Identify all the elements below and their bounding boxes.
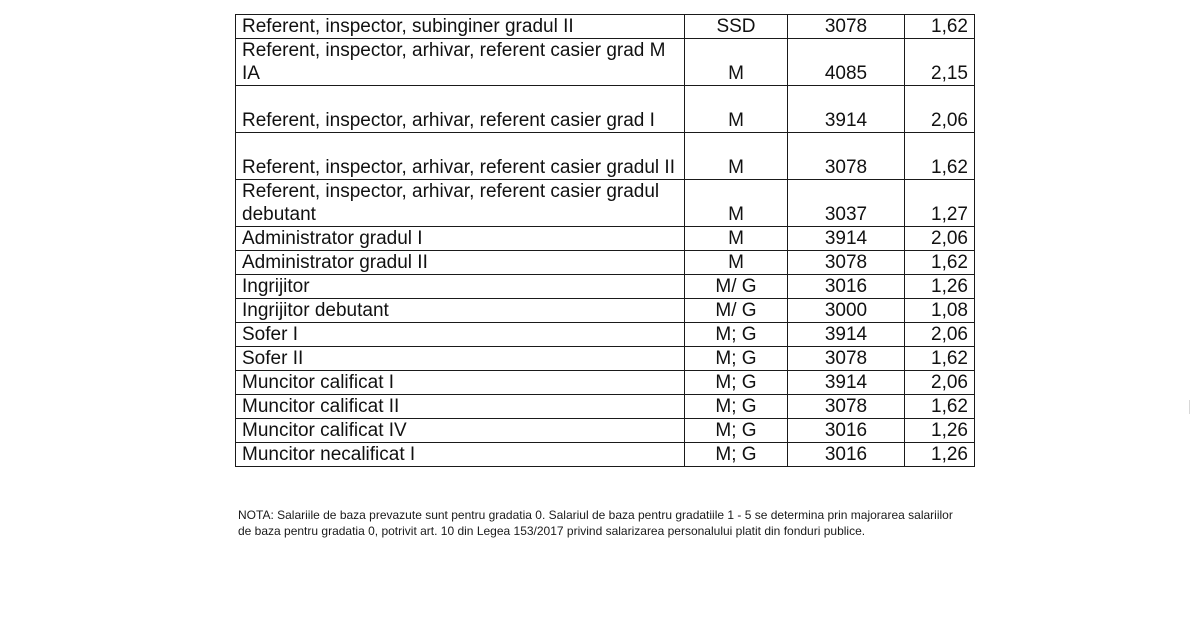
table-row (236, 86, 975, 133)
base-salary-cell: 4085 (788, 39, 905, 86)
studies-cell: M/ G (685, 299, 788, 323)
studies-cell: M (685, 86, 788, 133)
function-cell: Muncitor calificat I (236, 371, 685, 395)
table-row (236, 419, 975, 443)
coefficient-cell: 1,08 (905, 299, 975, 323)
function-cell: Ingrijitor (236, 275, 685, 299)
function-cell: Referent, inspector, arhivar, referent casier grad M IA (236, 39, 685, 86)
base-salary-cell: 3078 (788, 395, 905, 419)
function-cell: Sofer II (236, 347, 685, 371)
table-row (236, 323, 975, 347)
coefficient-cell: 2,06 (905, 323, 975, 347)
table-row (236, 39, 975, 86)
studies-cell: M; G (685, 347, 788, 371)
function-cell: Ingrijitor debutant (236, 299, 685, 323)
base-salary-cell: 3914 (788, 227, 905, 251)
base-salary-cell: 3078 (788, 133, 905, 180)
base-salary-cell: 3914 (788, 86, 905, 133)
table-row (236, 15, 975, 39)
coefficient-cell: 2,06 (905, 227, 975, 251)
studies-cell: M (685, 227, 788, 251)
coefficient-cell: 1,62 (905, 251, 975, 275)
studies-cell: M; G (685, 443, 788, 467)
table-row (236, 275, 975, 299)
base-salary-cell: 3016 (788, 275, 905, 299)
table-row (236, 299, 975, 323)
studies-cell: M/ G (685, 275, 788, 299)
function-cell: Muncitor necalificat I (236, 443, 685, 467)
coefficient-cell: 1,26 (905, 419, 975, 443)
function-cell: Sofer I (236, 323, 685, 347)
function-cell: Referent, inspector, arhivar, referent casier grad I (236, 86, 685, 133)
table-row (236, 371, 975, 395)
coefficient-cell: 1,26 (905, 443, 975, 467)
function-cell: Muncitor calificat II (236, 395, 685, 419)
studies-cell: SSD (685, 15, 788, 39)
coefficient-cell: 1,62 (905, 347, 975, 371)
table-row (236, 133, 975, 180)
studies-cell: M; G (685, 323, 788, 347)
base-salary-cell: 3078 (788, 347, 905, 371)
coefficient-cell: 2,15 (905, 39, 975, 86)
scan-artifact (1189, 400, 1190, 414)
function-cell: Muncitor calificat IV (236, 419, 685, 443)
footnote: NOTA: Salariile de baza prevazute sunt pentru gradatia 0. Salariul de baza pentru gradatiile 1 - 5 se determina prin majorarea salariilor de baza pentru gradatia 0, potrivit art. 10 din Legea 153/2017 privind salarizarea personalului platit din fonduri publice. (238, 508, 953, 538)
studies-cell: M; G (685, 371, 788, 395)
table-row (236, 347, 975, 371)
coefficient-cell: 2,06 (905, 371, 975, 395)
table-row (236, 251, 975, 275)
base-salary-cell: 3914 (788, 371, 905, 395)
coefficient-cell: 1,62 (905, 15, 975, 39)
base-salary-cell: 3000 (788, 299, 905, 323)
coefficient-cell: 1,27 (905, 180, 975, 227)
function-cell: Referent, inspector, subinginer gradul II (236, 15, 685, 39)
salary-table (235, 14, 975, 467)
table-row (236, 227, 975, 251)
base-salary-cell: 3078 (788, 15, 905, 39)
studies-cell: M (685, 39, 788, 86)
base-salary-cell: 3037 (788, 180, 905, 227)
base-salary-cell: 3078 (788, 251, 905, 275)
coefficient-cell: 1,26 (905, 275, 975, 299)
base-salary-cell: 3016 (788, 443, 905, 467)
studies-cell: M; G (685, 395, 788, 419)
studies-cell: M (685, 180, 788, 227)
base-salary-cell: 3914 (788, 323, 905, 347)
coefficient-cell: 1,62 (905, 133, 975, 180)
table-row (236, 443, 975, 467)
studies-cell: M; G (685, 419, 788, 443)
coefficient-cell: 2,06 (905, 86, 975, 133)
function-cell: Administrator gradul II (236, 251, 685, 275)
table-row (236, 395, 975, 419)
function-cell: Referent, inspector, arhivar, referent casier gradul debutant (236, 180, 685, 227)
coefficient-cell: 1,62 (905, 395, 975, 419)
table-row (236, 180, 975, 227)
function-cell: Administrator gradul I (236, 227, 685, 251)
base-salary-cell: 3016 (788, 419, 905, 443)
studies-cell: M (685, 251, 788, 275)
studies-cell: M (685, 133, 788, 180)
function-cell: Referent, inspector, arhivar, referent casier gradul II (236, 133, 685, 180)
